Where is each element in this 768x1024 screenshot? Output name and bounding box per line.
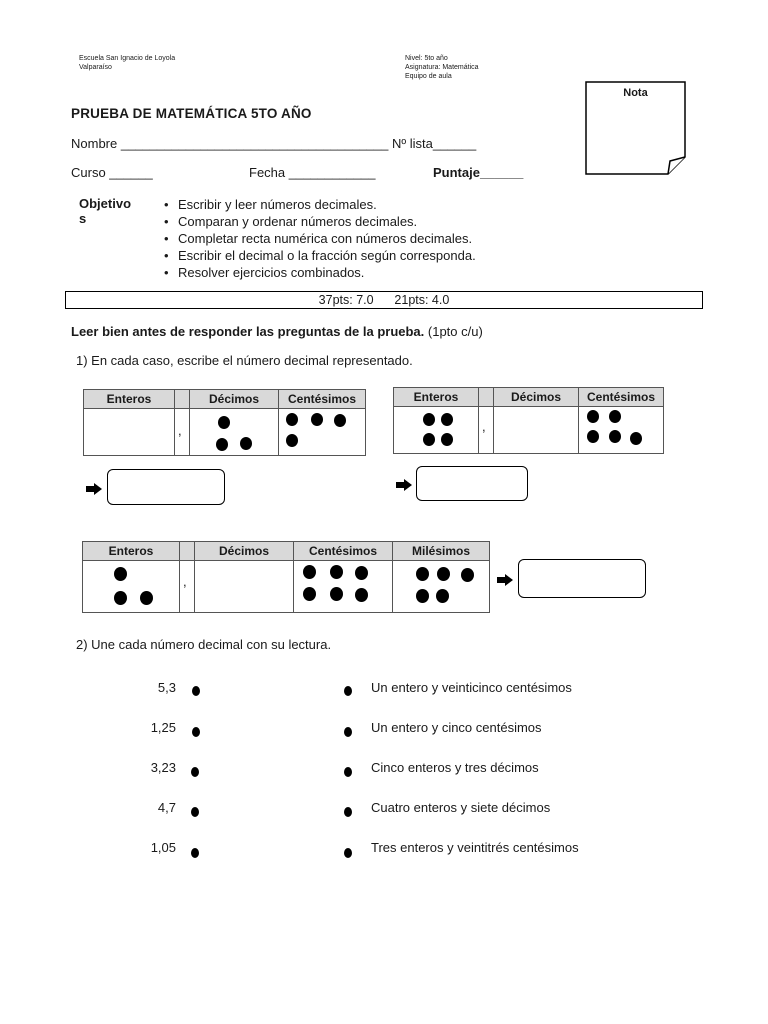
- cell-centesimos: [294, 561, 393, 613]
- objective-item: • Escribir el decimal o la fracción según corresponda.: [164, 247, 476, 264]
- dot: [587, 430, 599, 443]
- header-enteros: Enteros: [84, 390, 175, 409]
- objective-item: • Comparan y ordenar números decimales.: [164, 213, 476, 230]
- match-point-left[interactable]: [191, 767, 199, 777]
- objectives-list: [164, 196, 476, 281]
- arrow-right-icon: [396, 479, 412, 491]
- cell-centesimos: [279, 409, 366, 456]
- cell-milesimos: [393, 561, 490, 613]
- dot: [423, 413, 435, 426]
- cell-decimos: [494, 407, 579, 454]
- match-numbers: [100, 680, 176, 880]
- header-milesimos: Milésimos: [393, 542, 490, 561]
- dot: [416, 589, 429, 603]
- match-point-right[interactable]: [344, 686, 352, 696]
- dot: [114, 591, 127, 605]
- instructions: [71, 324, 483, 339]
- answer-box-a[interactable]: [107, 469, 225, 505]
- cell-enteros: [84, 409, 175, 456]
- dot: [334, 414, 346, 427]
- dot: [630, 432, 642, 445]
- instructions-points: (1pto c/u): [424, 324, 483, 339]
- decimal-number: 1,25: [150, 720, 176, 735]
- school-info: [79, 54, 175, 72]
- header-centesimos: Centésimos: [279, 390, 366, 409]
- decimal-number: 4,7: [157, 800, 176, 815]
- dot: [441, 433, 453, 446]
- header-decimos: Décimos: [195, 542, 294, 561]
- grade-note-box: [585, 81, 686, 175]
- decimal-reading: Tres enteros y veintitrés centésimos: [371, 840, 579, 855]
- answer-box-c[interactable]: [518, 559, 646, 598]
- cell-decimos: [195, 561, 294, 613]
- decimal-reading: Cinco enteros y tres décimos: [371, 760, 539, 775]
- score-field[interactable]: Puntaje______: [433, 165, 524, 180]
- match-point-left[interactable]: [192, 727, 200, 737]
- school-name: Escuela San Ignacio de Loyola: [79, 55, 176, 62]
- match-point-left[interactable]: [191, 848, 199, 858]
- level: Nivel: 5to año: [405, 55, 448, 62]
- header-centesimos: Centésimos: [579, 388, 664, 407]
- match-point-left[interactable]: [191, 807, 199, 817]
- match-point-right[interactable]: [344, 807, 352, 817]
- dot: [609, 410, 621, 423]
- note-label: Nota: [623, 87, 648, 99]
- cell-enteros: [394, 407, 479, 454]
- dot: [240, 437, 252, 450]
- dot: [355, 588, 368, 602]
- cell-comma: ,: [479, 407, 494, 454]
- course-field[interactable]: Curso ______: [71, 165, 153, 180]
- place-value-table-a: [83, 389, 366, 456]
- subject: Asignatura: Matemática: [405, 64, 479, 71]
- match-point-left[interactable]: [192, 686, 200, 696]
- cell-enteros: [83, 561, 180, 613]
- objective-item: • Escribir y leer números decimales.: [164, 196, 476, 213]
- dot: [436, 589, 449, 603]
- header-decimos: Décimos: [494, 388, 579, 407]
- dot: [416, 567, 429, 581]
- dot: [437, 567, 450, 581]
- page-title: PRUEBA DE MATEMÁTICA 5TO AÑO: [71, 106, 312, 121]
- dot: [441, 413, 453, 426]
- cell-centesimos: [579, 407, 664, 454]
- school-city: Valparaíso: [79, 64, 112, 71]
- cell-comma: ,: [180, 561, 195, 613]
- course-info: [405, 54, 479, 81]
- date-field[interactable]: Fecha ____________: [249, 165, 376, 180]
- cell-comma: ,: [175, 409, 190, 456]
- objectives-label: Objetivo s: [79, 196, 132, 226]
- dot: [311, 413, 323, 426]
- dot: [587, 410, 599, 423]
- cell-decimos: [190, 409, 279, 456]
- objective-item: • Resolver ejercicios combinados.: [164, 264, 476, 281]
- arrow-right-icon: [497, 574, 513, 586]
- match-point-right[interactable]: [344, 767, 352, 777]
- dot: [609, 430, 621, 443]
- match-readings: [371, 680, 579, 880]
- dot: [218, 416, 230, 429]
- decimal-reading: Un entero y cinco centésimos: [371, 720, 542, 735]
- place-value-table-c: [82, 541, 490, 613]
- score-scale: 37pts: 7.0 21pts: 4.0: [65, 291, 703, 309]
- header-centesimos: Centésimos: [294, 542, 393, 561]
- decimal-number: 5,3: [157, 680, 176, 695]
- header-enteros: Enteros: [83, 542, 180, 561]
- dot: [461, 568, 474, 582]
- place-value-table-b: [393, 387, 664, 454]
- header-decimos: Décimos: [190, 390, 279, 409]
- name-field[interactable]: Nombre _____________________________________ Nº lista______: [71, 136, 477, 151]
- dot: [286, 434, 298, 447]
- decimal-reading: Cuatro enteros y siete décimos: [371, 800, 551, 815]
- dot: [330, 565, 343, 579]
- objective-item: • Completar recta numérica con números decimales.: [164, 230, 476, 247]
- header-enteros: Enteros: [394, 388, 479, 407]
- dot: [216, 438, 228, 451]
- dot: [286, 413, 298, 426]
- match-point-right[interactable]: [344, 727, 352, 737]
- decimal-reading: Un entero y veinticinco centésimos: [371, 680, 572, 695]
- instructions-bold: Leer bien antes de responder las preguntas de la prueba.: [71, 324, 425, 339]
- dot: [423, 433, 435, 446]
- question-1: 1) En cada caso, escribe el número decimal representado.: [76, 353, 413, 368]
- decimal-number: 1,05: [150, 840, 176, 855]
- question-2: 2) Une cada número decimal con su lectura.: [76, 637, 332, 652]
- team: Equipo de aula: [405, 73, 452, 80]
- dot: [303, 565, 316, 579]
- dot: [140, 591, 153, 605]
- dot: [355, 566, 368, 580]
- answer-box-b[interactable]: [416, 466, 528, 501]
- dot: [303, 587, 316, 601]
- arrow-right-icon: [86, 483, 102, 495]
- match-point-right[interactable]: [344, 848, 352, 858]
- dot: [330, 587, 343, 601]
- decimal-number: 3,23: [150, 760, 176, 775]
- dot: [114, 567, 127, 581]
